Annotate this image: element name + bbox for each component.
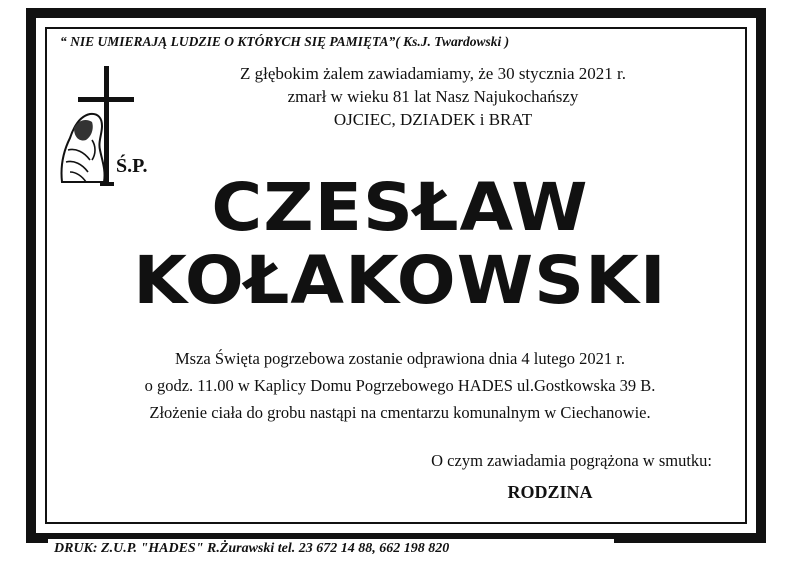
sp-label: Ś.P. xyxy=(116,155,148,177)
ceremony-line: Złożenie ciała do grobu nastąpi na cmentarzu komunalnym w Ciechanowie. xyxy=(149,403,651,422)
motto-author: ( Ks.J. Twardowski ) xyxy=(395,34,510,49)
deceased-first-name: CZESŁAW xyxy=(211,169,589,246)
closing-line: O czym zawiadamia pogrążona w smutku: xyxy=(431,451,712,470)
deceased-last-name: KOŁAKOWSKI xyxy=(133,242,667,319)
announcement-intro xyxy=(160,62,706,131)
ceremony-details xyxy=(80,345,720,426)
intro-line: Z głębokim żalem zawiadamiamy, że 30 stycznia 2021 r. xyxy=(240,64,626,83)
intro-line: OJCIEC, DZIADEK i BRAT xyxy=(333,110,533,129)
ceremony-line: Msza Święta pogrzebowa zostanie odprawiona dnia 4 lutego 2021 r. xyxy=(175,349,625,368)
printer-footer: DRUK: Z.U.P. "HADES" R.Żurawski tel. 23 672 14 88, 662 198 820 xyxy=(48,539,614,559)
signature: RODZINA xyxy=(507,482,593,502)
intro-line: zmarł w wieku 81 lat Nasz Najukochańszy xyxy=(287,87,579,106)
ceremony-line: o godz. 11.00 w Kaplicy Domu Pogrzebowego HADES ul.Gostkowska 39 B. xyxy=(144,376,656,395)
motto-quote: “ NIE UMIERAJĄ LUDZIE O KTÓRYCH SIĘ PAMIĘTA” xyxy=(60,34,396,49)
motto xyxy=(60,34,660,50)
